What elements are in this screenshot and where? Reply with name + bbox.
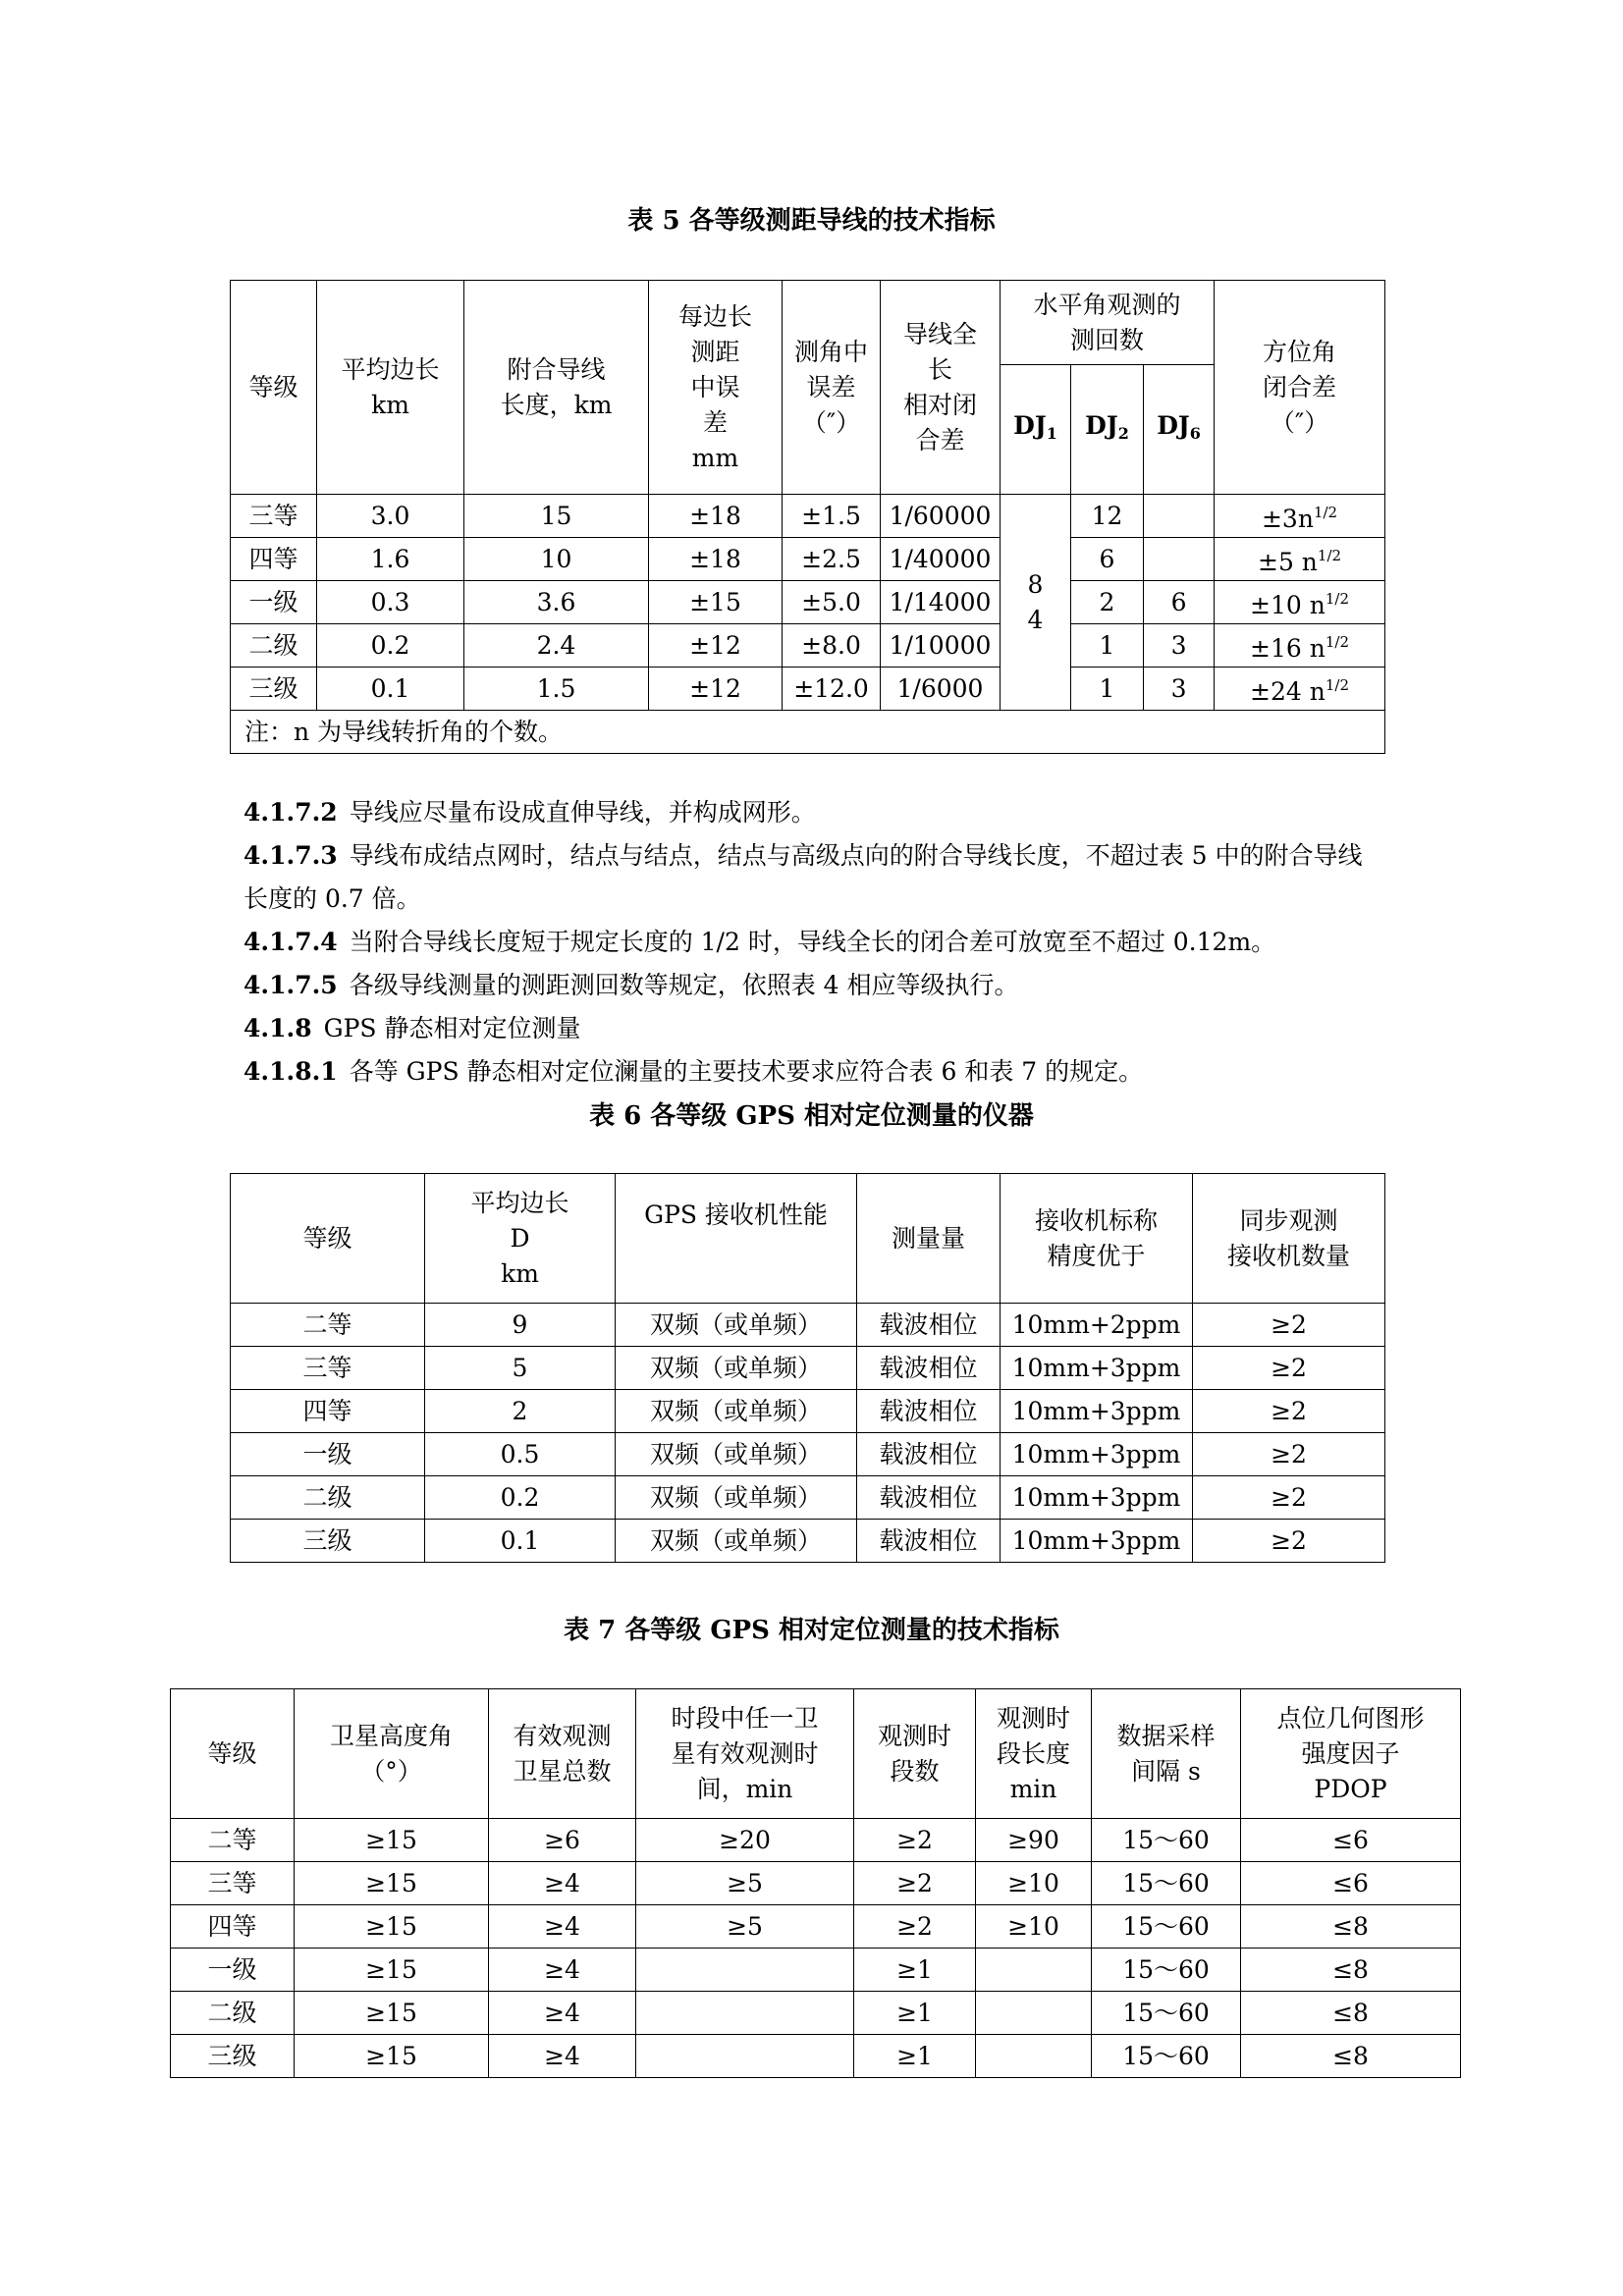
t7-cell: ≥5	[636, 1862, 854, 1905]
t5-cell	[1144, 495, 1215, 538]
table-row	[231, 624, 1385, 667]
table7	[170, 1688, 1461, 2078]
t6-header-avg-side: 平均边长 D km	[425, 1174, 616, 1304]
t5-cell: ±2.5	[783, 538, 881, 581]
t6-cell: 双频（或单频）	[616, 1476, 857, 1520]
table-row	[231, 1304, 1385, 1347]
t7-cell: ≥2	[854, 1819, 976, 1862]
t5-cell: 二级	[231, 624, 317, 667]
t7-cell	[976, 1992, 1092, 2035]
t5-cell: 6	[1144, 581, 1215, 624]
t6-cell: ≥2	[1193, 1433, 1385, 1476]
t5-cell: 2.4	[464, 624, 649, 667]
paragraph-4-1-8: 4.1.8 GPS 静态相对定位测量	[243, 1014, 581, 1042]
t7-cell: ≥1	[854, 2035, 976, 2078]
t7-header-session-length: 观测时 段长度 min	[976, 1689, 1092, 1819]
t7-cell: ≥10	[976, 1905, 1092, 1949]
t7-cell: ≤8	[1241, 1992, 1461, 2035]
t5-cell: ±12	[649, 624, 783, 667]
t6-cell: 载波相位	[857, 1433, 1001, 1476]
t6-cell: 一级	[231, 1433, 425, 1476]
t5-cell: ±5 $n^{1/2}$	[1215, 538, 1385, 581]
t6-cell: 0.5	[425, 1433, 616, 1476]
t6-cell: 二等	[231, 1304, 425, 1347]
t7-cell: 15～60	[1092, 1819, 1241, 1862]
t7-cell: ≥4	[489, 1992, 636, 2035]
table-row	[231, 1433, 1385, 1476]
t7-cell	[976, 2035, 1092, 2078]
table5-caption: 表 5 各等级测距导线的技术指标	[627, 206, 996, 236]
table-row	[171, 1949, 1461, 1992]
t7-cell: 二级	[171, 1992, 295, 2035]
t7-cell: 三等	[171, 1862, 295, 1905]
t6-cell: 5	[425, 1347, 616, 1390]
table-row	[231, 667, 1385, 711]
t7-header-elevation: 卫星高度角 （°）	[295, 1689, 489, 1819]
t7-cell: ≥4	[489, 1949, 636, 1992]
t5-cell: ±10 $n^{1/2}$	[1215, 581, 1385, 624]
t5-cell: 10	[464, 538, 649, 581]
t5-cell: 1	[1071, 667, 1144, 711]
table6	[230, 1173, 1385, 1563]
t5-cell: $\pm 3n^{1/2}$	[1215, 495, 1385, 538]
t6-header-accuracy: 接收机标称 精度优于	[1001, 1174, 1193, 1304]
t7-cell: 15～60	[1092, 1862, 1241, 1905]
t7-cell: ≥15	[295, 2035, 489, 2078]
table6-caption: 表 6 各等级 GPS 相对定位测量的仪器	[589, 1101, 1034, 1131]
t6-cell: 双频（或单频）	[616, 1304, 857, 1347]
table7-caption: 表 7 各等级 GPS 相对定位测量的技术指标	[564, 1616, 1059, 1645]
t7-cell: 三级	[171, 2035, 295, 2078]
t7-cell	[976, 1949, 1092, 1992]
t7-cell: ≥1	[854, 1992, 976, 2035]
t7-header-period-time: 时段中任一卫 星有效观测时 间，min	[636, 1689, 854, 1819]
t5-header-grade: 等级	[231, 281, 317, 495]
t6-cell: ≥2	[1193, 1304, 1385, 1347]
t7-cell: 15～60	[1092, 1905, 1241, 1949]
paragraph-4-1-7-5: 4.1.7.5 各级导线测量的测距测回数等规定，依照表 4 相应等级执行。	[243, 971, 1019, 999]
t7-header-pdop: 点位几何图形 强度因子 PDOP	[1241, 1689, 1461, 1819]
t6-cell: ≥2	[1193, 1390, 1385, 1433]
t5-cell: ±24 $n^{1/2}$	[1215, 667, 1385, 711]
t5-cell: ±12	[649, 667, 783, 711]
t7-header-satellites: 有效观测 卫星总数	[489, 1689, 636, 1819]
t6-cell: 四等	[231, 1390, 425, 1433]
table-row	[171, 1862, 1461, 1905]
t5-cell: ±18	[649, 495, 783, 538]
t7-cell: ≤8	[1241, 1905, 1461, 1949]
t5-cell: ±5.0	[783, 581, 881, 624]
t5-cell: 3	[1144, 667, 1215, 711]
t5-cell: ±1.5	[783, 495, 881, 538]
t5-cell: 6	[1071, 538, 1144, 581]
t5-cell: 1/14000	[881, 581, 1001, 624]
t7-cell: 四等	[171, 1905, 295, 1949]
t5-cell: 3.0	[317, 495, 464, 538]
t7-header-sessions: 观测时 段数	[854, 1689, 976, 1819]
t7-cell: ≥15	[295, 1905, 489, 1949]
t6-cell: 0.2	[425, 1476, 616, 1520]
t7-cell: ≥4	[489, 1905, 636, 1949]
t7-cell: ≥15	[295, 1949, 489, 1992]
t5-cell: 四等	[231, 538, 317, 581]
t5-cell: 0.3	[317, 581, 464, 624]
t5-cell: 三级	[231, 667, 317, 711]
t7-cell: ≤6	[1241, 1862, 1461, 1905]
t5-header-attached-length: 附合导线 长度，km	[464, 281, 649, 495]
table-row	[171, 1905, 1461, 1949]
t6-cell: 10mm+3ppm	[1001, 1433, 1193, 1476]
t7-cell: ≥1	[854, 1949, 976, 1992]
table-row	[231, 1476, 1385, 1520]
t7-cell: ≥15	[295, 1862, 489, 1905]
t7-cell	[636, 1992, 854, 2035]
t7-cell: ≥15	[295, 1992, 489, 2035]
t6-header-receiver: GPS 接收机性能	[616, 1174, 857, 1304]
t6-cell: 双频（或单频）	[616, 1347, 857, 1390]
paragraph-4-1-7-4: 4.1.7.4 当附合导线长度短于规定长度的 1/2 时，导线全长的闭合差可放宽至不超过 0.12m。	[243, 928, 1276, 956]
t5-header-dj2: $DJ_2$	[1071, 365, 1144, 495]
t5-cell	[1144, 538, 1215, 581]
t6-cell: 载波相位	[857, 1476, 1001, 1520]
t6-cell: ≥2	[1193, 1476, 1385, 1520]
t6-cell: 2	[425, 1390, 616, 1433]
table-row	[231, 495, 1385, 538]
t7-cell: 15～60	[1092, 1949, 1241, 1992]
t5-cell: 3.6	[464, 581, 649, 624]
t5-cell: 1/6000	[881, 667, 1001, 711]
t7-cell: ≥6	[489, 1819, 636, 1862]
t6-cell: 10mm+3ppm	[1001, 1520, 1193, 1563]
t7-header-grade: 等级	[171, 1689, 295, 1819]
t5-cell: ±12.0	[783, 667, 881, 711]
t5-cell: 2	[1071, 581, 1144, 624]
t5-dj1-merged: 8 4	[1001, 495, 1071, 711]
table-row	[171, 2035, 1461, 2078]
t5-header-closure: 导线全 长 相对闭 合差	[881, 281, 1001, 495]
paragraph-4-1-7-3: 4.1.7.3 导线布成结点网时，结点与结点，结点与高级点向的附合导线长度，不超过表 5 中的附合导线长度的 0.7 倍。	[243, 841, 1363, 913]
paragraph-4-1-7-2: 4.1.7.2 导线应尽量布设成直伸导线，并构成网形。	[243, 798, 816, 827]
table-row	[231, 1520, 1385, 1563]
t7-cell: 一级	[171, 1949, 295, 1992]
t6-cell: 双频（或单频）	[616, 1520, 857, 1563]
t6-header-sync: 同步观测 接收机数量	[1193, 1174, 1385, 1304]
t5-cell: 12	[1071, 495, 1144, 538]
t7-cell: ≤6	[1241, 1819, 1461, 1862]
t5-cell: 0.2	[317, 624, 464, 667]
table-row	[231, 538, 1385, 581]
t6-cell: 载波相位	[857, 1304, 1001, 1347]
t5-header-dist-error: 每边长 测距 中误 差 mm	[649, 281, 783, 495]
table5	[230, 280, 1385, 754]
t6-cell: 三等	[231, 1347, 425, 1390]
t6-cell: ≥2	[1193, 1347, 1385, 1390]
t7-cell: ≥2	[854, 1905, 976, 1949]
t5-header-angle-error: 测角中 误差 （″）	[783, 281, 881, 495]
t5-header-avg-side: 平均边长 km	[317, 281, 464, 495]
table-row	[231, 581, 1385, 624]
t5-cell: 3	[1144, 624, 1215, 667]
t7-header-interval: 数据采样 间隔 s	[1092, 1689, 1241, 1819]
table-row	[231, 1347, 1385, 1390]
t7-cell: ≥5	[636, 1905, 854, 1949]
t7-cell: ≥15	[295, 1819, 489, 1862]
t7-cell: ≥20	[636, 1819, 854, 1862]
t5-cell: 1.5	[464, 667, 649, 711]
t7-cell: ≤8	[1241, 1949, 1461, 1992]
t7-cell: 二等	[171, 1819, 295, 1862]
t5-header-dj6: $DJ_6$	[1144, 365, 1215, 495]
t7-cell: ≥4	[489, 2035, 636, 2078]
t6-cell: 9	[425, 1304, 616, 1347]
t6-cell: 三级	[231, 1520, 425, 1563]
table-row	[171, 1992, 1461, 2035]
t7-cell	[636, 2035, 854, 2078]
t5-cell: ±18	[649, 538, 783, 581]
t6-cell: 10mm+3ppm	[1001, 1347, 1193, 1390]
t6-cell: ≥2	[1193, 1520, 1385, 1563]
t5-cell: 1.6	[317, 538, 464, 581]
table-row	[231, 1390, 1385, 1433]
t6-header-grade: 等级	[231, 1174, 425, 1304]
t5-header-dj1: $DJ_1$	[1001, 365, 1071, 495]
t5-note: 注：n 为导线转折角的个数。	[231, 711, 1385, 754]
t5-cell: ±15	[649, 581, 783, 624]
t5-cell: 1/40000	[881, 538, 1001, 581]
t7-cell: ≤8	[1241, 2035, 1461, 2078]
t6-cell: 载波相位	[857, 1520, 1001, 1563]
t6-cell: 10mm+3ppm	[1001, 1476, 1193, 1520]
t6-cell: 0.1	[425, 1520, 616, 1563]
t6-header-measure: 测量量	[857, 1174, 1001, 1304]
t7-cell: ≥4	[489, 1862, 636, 1905]
t7-cell: ≥2	[854, 1862, 976, 1905]
t6-cell: 双频（或单频）	[616, 1433, 857, 1476]
t7-cell: 15～60	[1092, 2035, 1241, 2078]
t5-cell: ±16 $n^{1/2}$	[1215, 624, 1385, 667]
t5-cell: ±8.0	[783, 624, 881, 667]
t5-cell: 1	[1071, 624, 1144, 667]
t7-cell: ≥10	[976, 1862, 1092, 1905]
t5-cell: 15	[464, 495, 649, 538]
t6-cell: 10mm+2ppm	[1001, 1304, 1193, 1347]
t6-cell: 二级	[231, 1476, 425, 1520]
t7-cell: ≥90	[976, 1819, 1092, 1862]
t5-header-horizontal-obs: 水平角观测的 测回数	[1001, 281, 1215, 365]
table-row	[171, 1819, 1461, 1862]
t6-cell: 双频（或单频）	[616, 1390, 857, 1433]
t5-header-azimuth-closure: 方位角 闭合差 （″）	[1215, 281, 1385, 495]
t5-cell: 1/60000	[881, 495, 1001, 538]
t7-cell: 15～60	[1092, 1992, 1241, 2035]
t5-cell: 三等	[231, 495, 317, 538]
t6-cell: 载波相位	[857, 1347, 1001, 1390]
paragraph-4-1-8-1: 4.1.8.1 各等 GPS 静态相对定位澜量的主要技术要求应符合表 6 和表 7 的规定。	[243, 1057, 1144, 1086]
t6-cell: 载波相位	[857, 1390, 1001, 1433]
t5-cell: 0.1	[317, 667, 464, 711]
t5-cell: 一级	[231, 581, 317, 624]
t6-cell: 10mm+3ppm	[1001, 1390, 1193, 1433]
t5-cell: 1/10000	[881, 624, 1001, 667]
t7-cell	[636, 1949, 854, 1992]
